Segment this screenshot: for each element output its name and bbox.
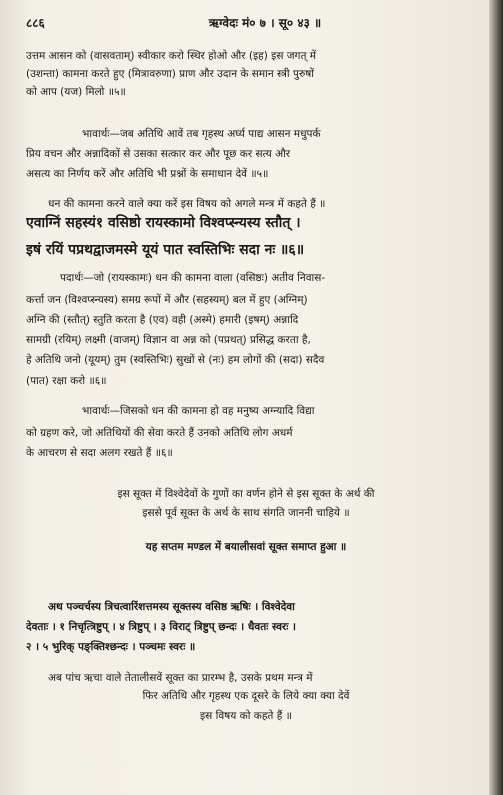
padartha-line: (पात) रक्षा करो ॥६॥	[26, 375, 107, 387]
bhavartha-line: के आचरण से सदा अलग रखते हैं ॥६॥	[26, 447, 173, 459]
book-spine-shadow	[489, 0, 503, 795]
sukta-note-line: इससे पूर्व सूक्त के अर्थ के साथ संगति जाननी चाहिये ॥	[142, 507, 350, 519]
mandala-end-line: यह सप्तम मण्डल में बयालीसवां सूक्त समाप्त हुआ ॥	[145, 541, 347, 553]
padartha-line: सामग्री (रयिम्) लक्ष्मी (वाजम्) विज्ञान वा अन्न को (पप्रथत्) प्रसिद्ध करता है,	[26, 334, 311, 346]
padartha-line: हे अतिथि जनो (यूयम्) तुम (स्वस्तिभिः) सुखों से (नः) हम लोगों की (सदा) सदैव	[26, 354, 325, 366]
sukta-intro-line: २ । ५ भुरिक् पङ्क्तिश्छन्दः । पञ्चमः स्वरः ॥	[26, 641, 196, 653]
text-line: उत्तम आसन को (वासवताम्) स्वीकार करो स्थिर होओ और (इह) इस जगत् में	[26, 50, 317, 62]
bhavartha-line: प्रिय वचन और अन्नादिकों से उसका सत्कार कर और पूछ कर सत्य और	[26, 148, 291, 160]
sukta-note-line: इस सूक्त में विश्वेदेवों के गुणों का वर्णन होने से इस सूक्त के अर्थ की	[117, 488, 375, 500]
bhavartha-line: को ग्रहण करे, जो अतिथियों की सेवा करते हैं उनको अतिथि लोग अधर्म	[26, 427, 293, 439]
sukta-intro-line: देवताः । १ निचृत्त्रिष्टुप् । ४ त्रिष्टुप् । ३ विराट् त्रिष्टुप् छन्दः । धैवतः स्वरः ।	[26, 621, 296, 633]
text-line: को आप (यज) मिलो ॥५॥	[26, 86, 126, 98]
closing-line: फिर अतिथि और गृहस्थ एक दूसरे के लिये क्या क्या देवें	[142, 690, 350, 702]
text-line: (उशन्ता) कामना करते हुए (मित्रावरुणा) प्राण और उदान के समान स्त्री पुरुषों	[26, 68, 315, 80]
mantra-line: इषं रयिं पप्रथद्वाजमस्मे यूयं पात स्वस्तिभिः सदा नः ॥६॥	[26, 242, 305, 258]
page-number: ८८६	[26, 16, 45, 30]
intro-line: धन की कामना करने वाले क्या करें इस विषय को अगले मन्त्र में कहते हैं ॥	[48, 198, 326, 210]
bhavartha-line: असत्य का निर्णय करें और अतिथि भी प्रश्नों के समाधान देवें ॥५॥	[26, 168, 269, 180]
sukta-intro-line: अथ पञ्चर्चस्य त्रिचत्वारिंशत्तमस्य सूक्तस्य वसिष्ठ ऋषिः । विश्वेदेवा	[48, 601, 295, 613]
padartha-line: अग्नि की (स्तौत्) स्तुति करता है (एव) वही (अस्मे) हमारी (इषम्) अन्नादि	[26, 314, 299, 326]
bhavartha-line: भावार्थः—जिसको धन की कामना हो वह मनुष्य अग्न्यादि विद्या	[82, 405, 315, 417]
padartha-line: कर्त्ता जन (विश्वप्स्न्यस्य) समग्र रूपों में और (सहस्यम्) बल में हुए (अग्निम्)	[26, 294, 308, 306]
closing-line: अब पांच ऋचा वाले तेतालीसवें सूक्त का प्रारम्भ है, उसके प्रथम मन्त्र में	[48, 672, 313, 684]
closing-line: इस विषय को कहते हैं ॥	[200, 710, 292, 722]
running-title: ऋग्वेदः मं० ७ । सू० ४३ ॥	[208, 16, 322, 30]
mantra-line: एवाग्निं सहस्यं१ वसिष्ठो रायस्कामो विश्वप्स्न्यस्य स्तौत् ।	[26, 215, 301, 231]
padartha-line: पदार्थः—जो (रायस्कामः) धन की कामना वाला (वसिष्ठः) अतीव निवास-	[60, 272, 326, 284]
bhavartha-line: भावार्थः—जब अतिथि आवें तब गृहस्थ अर्घ्य पाद्य आसन मधुपर्क	[82, 128, 321, 140]
